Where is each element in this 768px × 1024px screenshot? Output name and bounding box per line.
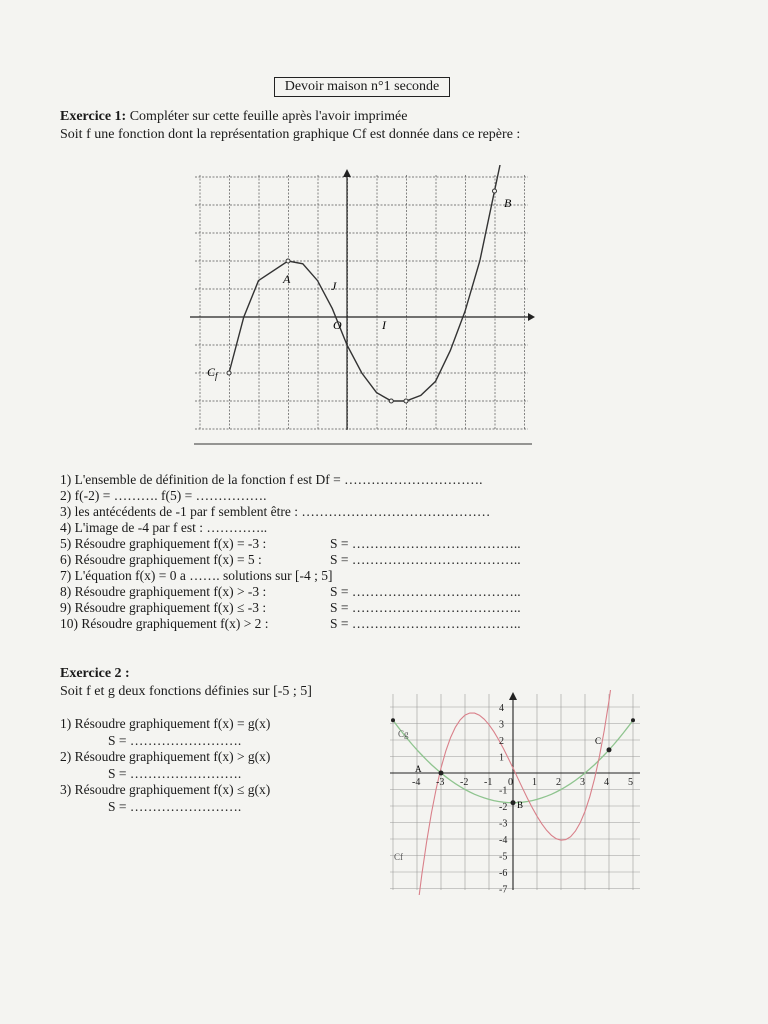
graph-2-y-tick-label: -6 [499, 868, 508, 879]
exercise-1-intro: Soit f une fonction dont la représentation graphique Cf est donnée dans ce repère : [60, 127, 521, 142]
exercise-1-instruction: Compléter sur cette feuille après l'avoir imprimée [126, 109, 408, 124]
ex2-question-1: 1) Résoudre graphiquement f(x) = g(x) [60, 716, 271, 731]
graph-2-x-tick-label: 4 [604, 777, 609, 788]
exercise-2-heading: Exercice 2 : [60, 666, 130, 681]
question-7: 7) L'équation f(x) = 0 a ……. solutions sur [-4 ; 5] [60, 568, 333, 583]
question-10-answer: S = ……………………………….. [330, 616, 521, 631]
ex2-question-3: 3) Résoudre graphiquement f(x) ≤ g(x) [60, 782, 271, 797]
graph-2-y-tick-label: -5 [499, 851, 508, 863]
curve-cf-marker [404, 399, 408, 403]
graph-1-grid [195, 175, 528, 430]
curve-cf-marker [389, 399, 393, 403]
graph-2-y-tick-label: -1 [499, 785, 508, 797]
graph-2-grid [390, 694, 640, 890]
graph-2-x-tick-label: -3 [436, 777, 445, 788]
question-3: 3) les antécédents de -1 par f semblent être : …………………………………… [60, 504, 491, 519]
curve-cf-label-main: C [207, 365, 216, 379]
graph-1-x-arrow [528, 313, 535, 321]
question-4: 4) L'image de -4 par f est : ………….. [60, 520, 268, 535]
exercise-2-intro: Soit f et g deux fonctions définies sur [-5 ; 5] [60, 684, 312, 699]
curve-cf-label-sub: f [215, 371, 218, 381]
intersection-point [511, 800, 516, 805]
graph-1-axes [190, 173, 528, 430]
point-B-label: B [504, 196, 512, 210]
point-J-label: J [331, 279, 337, 293]
graph-1-y-arrow [343, 169, 351, 177]
question-9: 9) Résoudre graphiquement f(x) ≤ -3 : [60, 600, 267, 615]
question-5: 5) Résoudre graphiquement f(x) = -3 : [60, 536, 267, 551]
graph-2-y-tick-label: 3 [499, 719, 504, 731]
graph-2-y-tick-label: 4 [499, 703, 504, 714]
graph-2-x-tick-label: -1 [484, 777, 493, 788]
curve-cf-marker [227, 371, 231, 375]
question-10: 10) Résoudre graphiquement f(x) > 2 : [60, 616, 269, 631]
question-6: 6) Résoudre graphiquement f(x) = 5 : [60, 552, 262, 567]
curve-cf-points [227, 165, 511, 403]
ex2-question-3-answer: S = ……………………. [108, 799, 242, 814]
graph-2-tick-labels [412, 703, 633, 895]
point-C-2-label: C [595, 736, 602, 746]
curve-cg-label: Cg [398, 729, 409, 739]
exercise-1-heading-line [60, 108, 407, 125]
curve-cf [229, 165, 509, 401]
page-title: Devoir maison n°1 seconde [274, 77, 450, 97]
point-A-2-label: A [415, 764, 422, 774]
graph-2-x-tick-label: 5 [628, 777, 633, 788]
graph-2-y-arrow [509, 692, 517, 700]
question-6-answer: S = ……………………………….. [330, 552, 521, 567]
graph-2-x-tick-label: -4 [412, 777, 421, 788]
question-8: 8) Résoudre graphiquement f(x) > -3 : [60, 584, 267, 599]
graph-2-x-tick-label: 1 [532, 777, 537, 788]
question-2: 2) f(-2) = ………. f(5) = ……………. [60, 488, 267, 503]
graph-2-y-tick-label: 2 [499, 736, 504, 747]
graph-2-x-tick-label: 3 [580, 777, 585, 788]
point-B-2-label: B [517, 800, 524, 810]
point-I-label: I [382, 318, 386, 332]
intersection-point [439, 771, 444, 776]
graph-2-y-tick-label: -4 [499, 835, 508, 846]
graph-exercise-1 [190, 165, 535, 450]
ex2-question-2: 2) Résoudre graphiquement f(x) > g(x) [60, 749, 271, 764]
intersection-point [607, 747, 612, 752]
question-9-answer: S = ……………………………….. [330, 600, 521, 615]
origin-O-label: O [333, 318, 342, 332]
curve-cf-label [207, 365, 219, 381]
graph-exercise-2 [378, 690, 648, 895]
ex2-question-1-answer: S = ……………………. [108, 733, 242, 748]
graph-2-y-tick-label: -7 [499, 884, 508, 895]
graph-2-x-tick-label: -2 [460, 777, 469, 788]
question-5-answer: S = ……………………………….. [330, 536, 521, 551]
curve-cf-2-label: Cf [394, 852, 403, 862]
curve-cf-marker [286, 259, 290, 263]
graph-2-x-tick-label: 0 [508, 777, 513, 788]
question-8-answer: S = ……………………………….. [330, 584, 521, 599]
question-1: 1) L'ensemble de définition de la fonction f est Df = …………………………. [60, 472, 483, 487]
curve-cg-endpoint [391, 718, 395, 722]
graph-2-y-tick-label: 1 [499, 752, 504, 764]
graph-2-x-tick-label: 2 [556, 777, 561, 788]
graph-2-y-tick-label: -3 [499, 818, 508, 830]
exercise-1-heading: Exercice 1: [60, 109, 127, 124]
curve-cf [417, 690, 633, 895]
ex2-question-2-answer: S = ……………………. [108, 766, 242, 781]
graph-2-y-tick-label: -2 [499, 802, 508, 813]
curve-cg-endpoint [631, 718, 635, 722]
curve-cf-marker [493, 189, 497, 193]
point-A-label: A [283, 272, 291, 286]
